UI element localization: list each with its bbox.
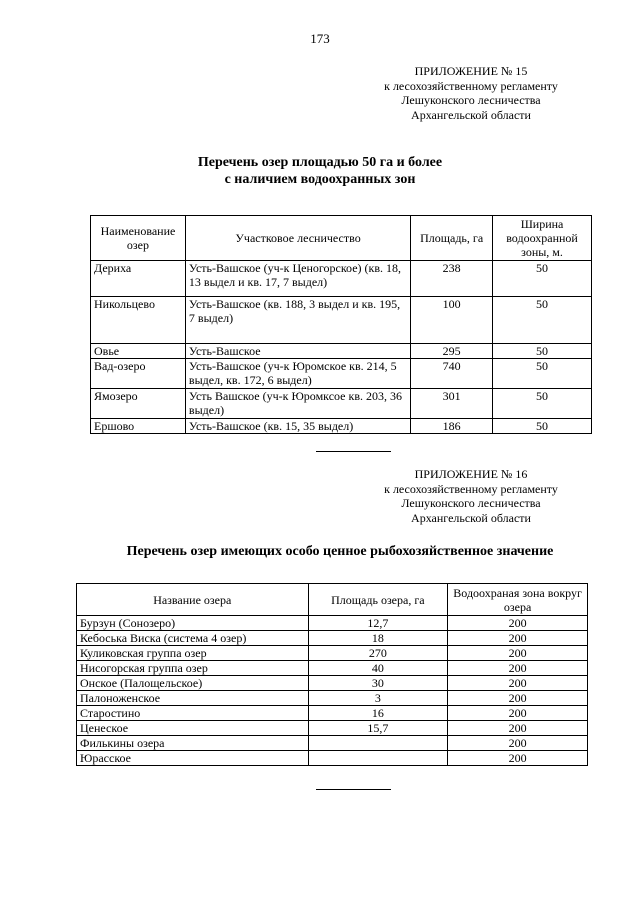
appendix-16-heading: ПРИЛОЖЕНИЕ № 16 (414, 467, 528, 481)
appendix-15-line: Лешуконского лесничества (401, 93, 541, 107)
table-row (77, 736, 588, 751)
zone-width: 50 (493, 344, 592, 359)
forestry: Усть-Вашское (кв. 188, 3 выдел и кв. 195, 7 выдел) (185, 297, 410, 344)
table1-title (0, 154, 640, 188)
lake-area (308, 751, 448, 766)
lake-name: Никольцево (91, 297, 186, 344)
lake-name: Кебоська Виска (система 4 озер) (77, 631, 309, 646)
lake-area: 18 (308, 631, 448, 646)
area: 740 (411, 359, 493, 389)
forestry: Усть-Вашское (кв. 15, 35 выдел) (185, 419, 410, 434)
protection-zone: 200 (448, 616, 588, 631)
col-header-protection-zone: Водоохраная зона вокруг озера (448, 584, 588, 616)
forestry: Усть-Вашское (уч-к Юромское кв. 214, 5 выдел, кв. 172, 6 выдел) (185, 359, 410, 389)
table-row (77, 721, 588, 736)
separator-line (316, 789, 391, 790)
table-row (77, 751, 588, 766)
table-row (77, 631, 588, 646)
lake-name: Дериха (91, 261, 186, 297)
table-row (91, 344, 592, 359)
zone-width: 50 (493, 297, 592, 344)
lake-area: 3 (308, 691, 448, 706)
table2-title: Перечень озер имеющих особо ценное рыбохозяйственное значение (126, 544, 554, 559)
lake-name: Нисогорская группа озер (77, 661, 309, 676)
lakes-50ha-table (90, 215, 592, 434)
col-header-lake-name: Название озера (77, 584, 309, 616)
lake-name: Ершово (91, 419, 186, 434)
col-header-area: Площадь, га (411, 216, 493, 261)
protection-zone: 200 (448, 631, 588, 646)
lake-name: Куликовская группа озер (77, 646, 309, 661)
area: 186 (411, 419, 493, 434)
appendix-15-line: Архангельской области (411, 107, 531, 122)
col-header-zone-width: Ширина водоохранной зоны, м. (493, 216, 592, 261)
table-row (91, 261, 592, 297)
table-row (77, 676, 588, 691)
lake-area (308, 736, 448, 751)
lake-name: Филькины озера (77, 736, 309, 751)
table-row (77, 706, 588, 721)
table1-title-line: с наличием водоохранных зон (224, 172, 416, 187)
col-header-forestry: Участковое лесничество (185, 216, 410, 261)
table-row (91, 389, 592, 419)
table-row (77, 646, 588, 661)
forestry: Усть-Вашское (уч-к Ценогорское) (кв. 18, 13 выдел и кв. 17, 7 выдел) (185, 261, 410, 297)
protection-zone: 200 (448, 721, 588, 736)
forestry: Усть Вашское (уч-к Юромксое кв. 203, 36 выдел) (185, 389, 410, 419)
protection-zone: 200 (448, 646, 588, 661)
table-row (91, 419, 592, 434)
protection-zone: 200 (448, 736, 588, 751)
protection-zone: 200 (448, 691, 588, 706)
appendix-15-header (366, 64, 576, 122)
zone-width: 50 (493, 261, 592, 297)
lake-name: Ценеское (77, 721, 309, 736)
table-row (91, 297, 592, 344)
lake-name: Вад-озеро (91, 359, 186, 389)
lake-name: Овье (91, 344, 186, 359)
separator-line (316, 451, 391, 452)
col-header-lake-area: Площадь озера, га (308, 584, 448, 616)
zone-width: 50 (493, 389, 592, 419)
col-header-name: Наименование озер (91, 216, 186, 261)
protection-zone: 200 (448, 661, 588, 676)
zone-width: 50 (493, 359, 592, 389)
page-number: 173 (310, 31, 330, 46)
appendix-15-line: к лесохозяйственному регламенту (384, 78, 558, 93)
table-row (77, 661, 588, 676)
lake-area: 16 (308, 706, 448, 721)
table-row (77, 691, 588, 706)
appendix-16-header (366, 467, 576, 525)
appendix-15-heading: ПРИЛОЖЕНИЕ № 15 (414, 64, 528, 78)
lake-area: 270 (308, 646, 448, 661)
appendix-16-line: Архангельской области (411, 510, 531, 525)
protection-zone: 200 (448, 676, 588, 691)
forestry: Усть-Вашское (185, 344, 410, 359)
area: 295 (411, 344, 493, 359)
lake-name: Онское (Палощельское) (77, 676, 309, 691)
lake-area: 30 (308, 676, 448, 691)
appendix-16-line: к лесохозяйственному регламенту (384, 481, 558, 496)
area: 100 (411, 297, 493, 344)
lake-name: Палоноженское (77, 691, 309, 706)
fishery-lakes-table (76, 583, 588, 766)
table-row (77, 616, 588, 631)
table-row (91, 359, 592, 389)
lake-name: Ямозеро (91, 389, 186, 419)
protection-zone: 200 (448, 706, 588, 721)
zone-width: 50 (493, 419, 592, 434)
lake-area: 12,7 (308, 616, 448, 631)
lake-name: Старостино (77, 706, 309, 721)
lake-name: Юрасское (77, 751, 309, 766)
lake-area: 15,7 (308, 721, 448, 736)
lake-area: 40 (308, 661, 448, 676)
protection-zone: 200 (448, 751, 588, 766)
appendix-16-line: Лешуконского лесничества (401, 496, 541, 510)
area: 301 (411, 389, 493, 419)
lake-name: Бурзун (Сонозеро) (77, 616, 309, 631)
table1-title-line: Перечень озер площадью 50 га и более (197, 155, 443, 170)
area: 238 (411, 261, 493, 297)
